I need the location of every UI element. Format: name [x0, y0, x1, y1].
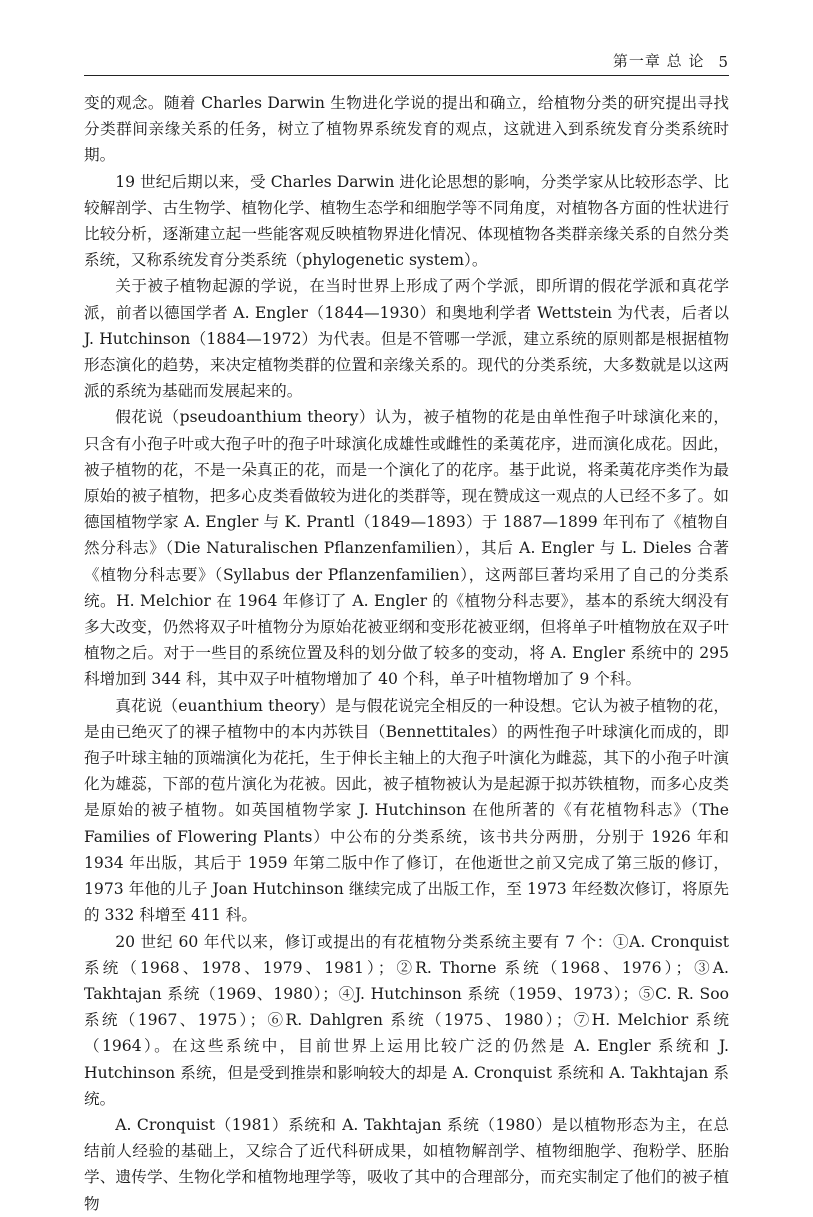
page-number: 5: [718, 53, 729, 71]
paragraph-continuation: 变的观念。随着 Charles Darwin 生物进化学说的提出和确立，给植物分类的研究提出寻找分类群间亲缘关系的任务，树立了植物界系统发育的观点，这就进入到系统发育分类系统时期。: [84, 94, 729, 165]
paragraph: 真花说（euanthium theory）是与假花说完全相反的一种设想。它认为被子植物的花，是由已绝灭了的裸子植物中的本内苏铁目（Bennettitales）的两性孢子叶球演化而成的，即孢子叶球主轴的顶端演化为花托，生于伸长主轴上的大孢子叶演化为雌蕊，其下的小孢子叶演化为雄蕊，下部的苞片演化为花被。因此，被子植物被认为是起源于拟苏铁植物，而多心皮类是原始的被子植物。如英国植物学家 J. Hutchinson 在他所著的《有花植物科志》（The Families of Flowering Plants）中公布的分类系统，该书共分两册，分别于 1926 年和 1934 年出版，其后于 1959 年第二版中作了修订，在他逝世之前又完成了第三版的修订，1973 年他的儿子 Joan Hutchinson 继续完成了出版工作，至 1973 年经数次修订，将原先的 332 科增至 411 科。: [84, 696, 729, 925]
paragraph: 假花说（pseudoanthium theory）认为，被子植物的花是由单性孢子叶球演化来的，只含有小孢子叶或大孢子叶的孢子叶球演化成雄性或雌性的柔荑花序，进而演化成花。因此，被子植物的花，不是一朵真正的花，而是一个演化了的花序。基于此说，将柔荑花序类作为最原始的被子植物，把多心皮类看做较为进化的类群等，现在赞成这一观点的人已经不多了。如德国植物学家 A. Engler 与 K. Prantl（1849—1893）于 1887—1899 年刊布了《植物自然分科志》（Die Naturalischen Pflanzenfamilien），其后 A. Engler 与 L. Dieles 合著《植物分科志要》（Syllabus der Pflanzenfamilien），这两部巨著均采用了自己的分类系统。H. Melchior 在 1964 年修订了 A. Engler 的《植物分科志要》，基本的系统大纲没有多大改变，仍然将双子叶植物分为原始花被亚纲和变形花被亚纲，但将单子叶植物放在双子叶植物之后。对于一些目的系统位置及科的划分做了较多的变动，将 A. Engler 系统中的 295 科增加到 344 科，其中双子叶植物增加了 40 个科，单子叶植物增加了 9 个科。: [84, 408, 729, 689]
paragraph: A. Cronquist（1981）系统和 A. Takhtajan 系统（1980）是以植物形态为主，在总结前人经验的基础上，又综合了近代科研成果，如植物解剖学、植物细胞学、孢粉学、胚胎学、遗传学、生物化学和植物地理学等，吸收了其中的合理部分，而充实制定了他们的被子植物: [84, 1115, 729, 1213]
paragraph: 20 世纪 60 年代以来，修订或提出的有花植物分类系统主要有 7 个：①A. Cronquist 系统（1968、1978、1979、1981）；②R. Thorne 系统（1968、1976）；③A. Takhtajan 系统（1969、1980）；④J. Hutchinson 系统（1959、1973）；⑤C. R. Soo 系统（1967、1975）；⑥R. Dahlgren 系统（1975、1980）；⑦H. Melchior 系统（1964）。在这些系统中，目前世界上运用比较广泛的仍然是 A. Engler 系统和 J. Hutchinson 系统，但是受到推崇和影响较大的却是 A. Cronquist 系统和 A. Takhtajan 系统。: [84, 932, 729, 1108]
chapter-title: 第一章 总 论: [612, 52, 705, 70]
body-text: [84, 90, 729, 1217]
running-header: [84, 48, 729, 76]
paragraph: 19 世纪后期以来，受 Charles Darwin 进化论思想的影响，分类学家从比较形态学、比较解剖学、古生物学、植物化学、植物生态学和细胞学等不同角度，对植物各方面的性状进行比较分析，逐渐建立起一些能客观反映植物界进化情况、体现植物各类群亲缘关系的自然分类系统，又称系统发育分类系统（phylogenetic system）。: [84, 172, 729, 270]
paragraph: 关于被子植物起源的学说，在当时世界上形成了两个学派，即所谓的假花学派和真花学派，前者以德国学者 A. Engler（1844—1930）和奥地利学者 Wettstein 为代表，后者以 J. Hutchinson（1884—1972）为代表。但是不管哪一学派，建立系统的原则都是根据植物形态演化的趋势，来决定植物类群的位置和亲缘关系的。现代的分类系统，大多数就是以这两派的系统为基础而发展起来的。: [84, 277, 729, 401]
